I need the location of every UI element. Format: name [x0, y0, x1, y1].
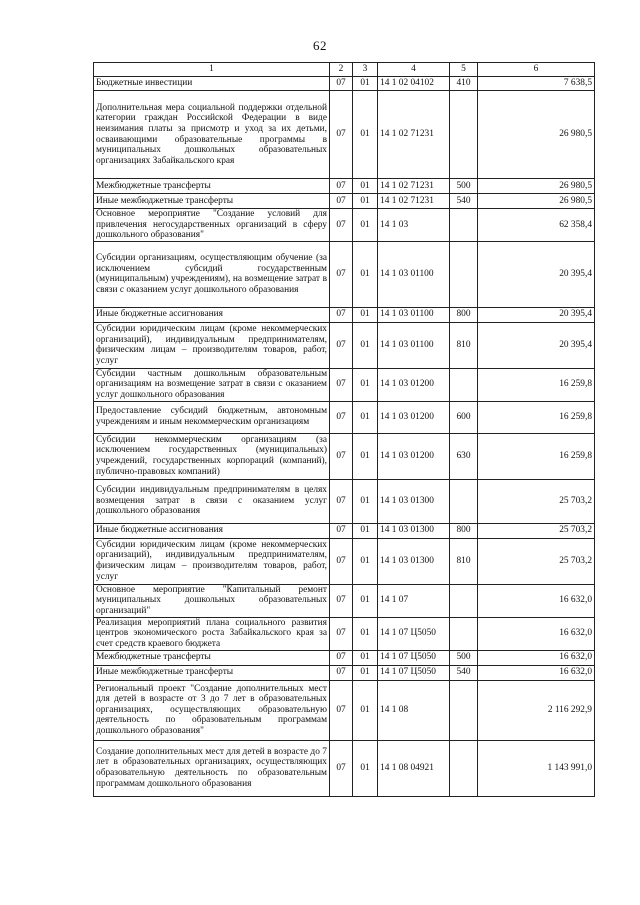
row-code-5: 810 — [450, 322, 478, 368]
row-code-2: 07 — [330, 368, 353, 401]
row-code-3: 01 — [353, 209, 378, 242]
row-code-5: 800 — [450, 523, 478, 538]
row-amount: 20 395,4 — [478, 322, 595, 368]
row-code-4: 14 1 02 71231 — [378, 194, 450, 209]
row-code-2: 07 — [330, 584, 353, 617]
row-code-2: 07 — [330, 479, 353, 523]
table-row — [94, 433, 595, 479]
row-code-2: 07 — [330, 241, 353, 307]
row-code-5: 800 — [450, 307, 478, 322]
table-row — [94, 401, 595, 433]
row-code-3: 01 — [353, 523, 378, 538]
row-code-3: 01 — [353, 401, 378, 433]
row-code-3: 01 — [353, 77, 378, 91]
page-number: 62 — [313, 38, 327, 53]
table-row — [94, 241, 595, 307]
row-code-3: 01 — [353, 433, 378, 479]
row-code-4: 14 1 03 01200 — [378, 433, 450, 479]
row-name: Иные межбюджетные трансферты — [94, 194, 330, 209]
table-row — [94, 740, 595, 796]
row-code-5: 500 — [450, 650, 478, 665]
row-code-2: 07 — [330, 538, 353, 584]
row-code-5 — [450, 241, 478, 307]
header-col-1: 1 — [94, 63, 330, 77]
row-name: Субсидии некоммерческим организациям (за исключением государственных (муниципальных) учреждений, государственных корпораций (компаний), публично-правовых компаний) — [94, 433, 330, 479]
row-code-2: 07 — [330, 209, 353, 242]
row-code-5 — [450, 740, 478, 796]
row-amount: 25 703,2 — [478, 538, 595, 584]
table-row — [94, 322, 595, 368]
row-code-4: 14 1 03 — [378, 209, 450, 242]
row-code-4: 14 1 07 Ц5050 — [378, 650, 450, 665]
header-col-2: 2 — [330, 63, 353, 77]
row-name: Реализация мероприятий плана социального развития центров экономического роста Забайкальского края за счет средств краевого бюджета — [94, 617, 330, 650]
table-row — [94, 617, 595, 650]
row-code-3: 01 — [353, 479, 378, 523]
table-row — [94, 209, 595, 242]
row-code-2: 07 — [330, 194, 353, 209]
row-code-5 — [450, 91, 478, 179]
table-row — [94, 523, 595, 538]
row-amount: 16 632,0 — [478, 665, 595, 680]
row-code-5: 500 — [450, 179, 478, 194]
row-name: Дополнительная мера социальной поддержки отдельной категории граждан Российской Федерации в виде неизимания платы за присмотр и уход за их детьми, осваивающими образовательные программы в муниципальных дошкольных образовательных организациях Забайкальского края — [94, 91, 330, 179]
row-code-4: 14 1 07 Ц5050 — [378, 665, 450, 680]
row-name: Бюджетные инвестиции — [94, 77, 330, 91]
table-body — [94, 77, 595, 797]
row-code-2: 07 — [330, 665, 353, 680]
row-code-5 — [450, 479, 478, 523]
row-name: Субсидии организациям, осуществляющим обучение (за исключением субсидий государственным (муниципальным) учреждениям), на возмещение затрат в связи с оказанием услуг дошкольного образования — [94, 241, 330, 307]
row-name: Субсидии частным дошкольным образовательным организациям на возмещение затрат в связи с оказанием услуг дошкольного образования — [94, 368, 330, 401]
row-amount: 62 358,4 — [478, 209, 595, 242]
table-row — [94, 77, 595, 91]
row-amount: 20 395,4 — [478, 307, 595, 322]
row-code-4: 14 1 03 01100 — [378, 322, 450, 368]
row-code-4: 14 1 07 — [378, 584, 450, 617]
table-row — [94, 584, 595, 617]
row-code-4: 14 1 02 71231 — [378, 179, 450, 194]
header-col-5: 5 — [450, 63, 478, 77]
row-code-4: 14 1 02 04102 — [378, 77, 450, 91]
header-col-6: 6 — [478, 63, 595, 77]
row-code-2: 07 — [330, 523, 353, 538]
row-name: Создание дополнительных мест для детей в возрасте до 7 лет в образовательных организациях, осуществляющих образовательную деятельность по образовательным программам дошкольного образования — [94, 740, 330, 796]
row-code-5 — [450, 584, 478, 617]
row-code-2: 07 — [330, 401, 353, 433]
row-code-2: 07 — [330, 433, 353, 479]
row-code-5 — [450, 209, 478, 242]
row-amount: 26 980,5 — [478, 194, 595, 209]
row-name: Основное мероприятие "Создание условий для привлечения негосударственных организаций в сферу дошкольного образования" — [94, 209, 330, 242]
table-row — [94, 91, 595, 179]
row-name: Региональный проект "Создание дополнительных мест для детей в возрасте от 3 до 7 лет в образовательных организациях, осуществляющих образовательную деятельность по образовательным программам дошкольного образования" — [94, 680, 330, 740]
row-code-4: 14 1 02 71231 — [378, 91, 450, 179]
row-amount: 16 259,8 — [478, 433, 595, 479]
table-row — [94, 479, 595, 523]
row-amount: 16 632,0 — [478, 617, 595, 650]
row-code-4: 14 1 03 01200 — [378, 401, 450, 433]
row-code-2: 07 — [330, 307, 353, 322]
row-amount: 2 116 292,9 — [478, 680, 595, 740]
row-code-4: 14 1 03 01300 — [378, 479, 450, 523]
row-code-4: 14 1 07 Ц5050 — [378, 617, 450, 650]
row-name: Основное мероприятие "Капитальный ремонт муниципальных дошкольных образовательных организаций" — [94, 584, 330, 617]
row-code-2: 07 — [330, 322, 353, 368]
row-code-3: 01 — [353, 680, 378, 740]
row-code-5: 810 — [450, 538, 478, 584]
row-name: Субсидии индивидуальным предпринимателям в целях возмещения затрат в связи с оказанием услуг дошкольного образования — [94, 479, 330, 523]
table-row — [94, 179, 595, 194]
row-code-3: 01 — [353, 322, 378, 368]
row-code-3: 01 — [353, 538, 378, 584]
table-row — [94, 650, 595, 665]
row-code-3: 01 — [353, 368, 378, 401]
table-row — [94, 538, 595, 584]
row-amount: 25 703,2 — [478, 523, 595, 538]
row-code-3: 01 — [353, 740, 378, 796]
row-amount: 1 143 991,0 — [478, 740, 595, 796]
row-name: Иные бюджетные ассигнования — [94, 307, 330, 322]
row-code-4: 14 1 03 01300 — [378, 538, 450, 584]
row-code-5 — [450, 680, 478, 740]
table-row — [94, 368, 595, 401]
row-code-4: 14 1 03 01300 — [378, 523, 450, 538]
row-code-5: 540 — [450, 194, 478, 209]
row-code-3: 01 — [353, 179, 378, 194]
row-amount: 16 259,8 — [478, 368, 595, 401]
row-code-4: 14 1 03 01100 — [378, 241, 450, 307]
row-code-5: 630 — [450, 433, 478, 479]
row-name: Предоставление субсидий бюджетным, автономным учреждениям и иным некоммерческим организациям — [94, 401, 330, 433]
row-code-4: 14 1 03 01200 — [378, 368, 450, 401]
row-code-5: 600 — [450, 401, 478, 433]
row-code-2: 07 — [330, 650, 353, 665]
table-row — [94, 307, 595, 322]
row-amount: 16 632,0 — [478, 650, 595, 665]
row-code-5: 410 — [450, 77, 478, 91]
row-code-3: 01 — [353, 91, 378, 179]
row-code-5: 540 — [450, 665, 478, 680]
row-code-4: 14 1 03 01100 — [378, 307, 450, 322]
table-row — [94, 665, 595, 680]
row-name: Субсидии юридическим лицам (кроме некоммерческих организаций), индивидуальным предпринимателям, физическим лицам – производителям товаров, работ, услуг — [94, 322, 330, 368]
table-row — [94, 194, 595, 209]
row-amount: 16 632,0 — [478, 584, 595, 617]
row-code-2: 07 — [330, 179, 353, 194]
row-amount: 20 395,4 — [478, 241, 595, 307]
row-name: Межбюджетные трансферты — [94, 179, 330, 194]
row-amount: 26 980,5 — [478, 179, 595, 194]
row-amount: 7 638,5 — [478, 77, 595, 91]
row-code-3: 01 — [353, 665, 378, 680]
header-col-3: 3 — [353, 63, 378, 77]
row-code-2: 07 — [330, 77, 353, 91]
row-code-2: 07 — [330, 740, 353, 796]
header-row — [94, 63, 595, 77]
row-name: Межбюджетные трансферты — [94, 650, 330, 665]
row-amount: 26 980,5 — [478, 91, 595, 179]
row-code-3: 01 — [353, 584, 378, 617]
row-code-3: 01 — [353, 617, 378, 650]
header-col-4: 4 — [378, 63, 450, 77]
row-code-3: 01 — [353, 307, 378, 322]
table-row — [94, 680, 595, 740]
row-amount: 25 703,2 — [478, 479, 595, 523]
row-code-2: 07 — [330, 617, 353, 650]
row-code-2: 07 — [330, 91, 353, 179]
row-code-5 — [450, 368, 478, 401]
budget-table — [93, 62, 595, 797]
row-code-4: 14 1 08 04921 — [378, 740, 450, 796]
row-code-2: 07 — [330, 680, 353, 740]
row-name: Иные бюджетные ассигнования — [94, 523, 330, 538]
row-amount: 16 259,8 — [478, 401, 595, 433]
row-code-4: 14 1 08 — [378, 680, 450, 740]
row-name: Субсидии юридическим лицам (кроме некоммерческих организаций), индивидуальным предпринимателям, физическим лицам – производителям товаров, работ, услуг — [94, 538, 330, 584]
row-code-3: 01 — [353, 650, 378, 665]
row-name: Иные межбюджетные трансферты — [94, 665, 330, 680]
row-code-5 — [450, 617, 478, 650]
row-code-3: 01 — [353, 194, 378, 209]
row-code-3: 01 — [353, 241, 378, 307]
